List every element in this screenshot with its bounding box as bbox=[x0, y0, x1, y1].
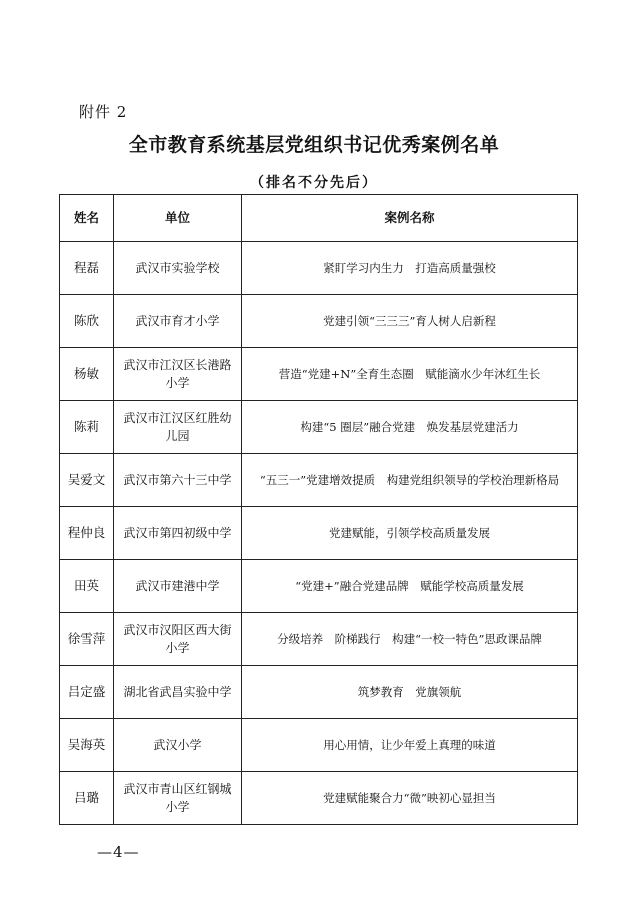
table-row bbox=[60, 560, 578, 613]
unit-cell: 武汉市江汉区长港路小学 bbox=[114, 348, 242, 401]
case-cell: 分级培养 阶梯践行 构建“一校一特色”思政课品牌 bbox=[242, 613, 578, 666]
page-number: —4— bbox=[97, 843, 140, 861]
column-header-unit: 单位 bbox=[114, 195, 242, 242]
table-row bbox=[60, 772, 578, 825]
unit-cell: 武汉市汉阳区西大街小学 bbox=[114, 613, 242, 666]
column-header-case: 案例名称 bbox=[242, 195, 578, 242]
unit-cell: 武汉市建港中学 bbox=[114, 560, 242, 613]
case-cell: 营造“党建+N”全育生态圈 赋能滴水少年沐红生长 bbox=[242, 348, 578, 401]
unit-cell: 武汉市第六十三中学 bbox=[114, 454, 242, 507]
table-row bbox=[60, 719, 578, 772]
case-cell: 用心用情，让少年爱上真理的味道 bbox=[242, 719, 578, 772]
name-cell: 陈欣 bbox=[60, 295, 114, 348]
unit-cell: 武汉市江汉区红胜幼儿园 bbox=[114, 401, 242, 454]
name-cell: 徐雪萍 bbox=[60, 613, 114, 666]
unit-cell: 武汉小学 bbox=[114, 719, 242, 772]
unit-cell: 武汉市青山区红钢城小学 bbox=[114, 772, 242, 825]
table-header-row bbox=[60, 195, 578, 242]
case-cell: “五三一”党建增效提质 构建党组织领导的学校治理新格局 bbox=[242, 454, 578, 507]
document-title: 全市教育系统基层党组织书记优秀案例名单 bbox=[128, 134, 500, 156]
name-cell: 吴海英 bbox=[60, 719, 114, 772]
column-header-name: 姓名 bbox=[60, 195, 114, 242]
name-cell: 吴爱文 bbox=[60, 454, 114, 507]
name-cell: 杨敏 bbox=[60, 348, 114, 401]
case-cell: 构建“5 圈层”融合党建 焕发基层党建活力 bbox=[242, 401, 578, 454]
name-cell: 吕定盛 bbox=[60, 666, 114, 719]
name-cell: 陈莉 bbox=[60, 401, 114, 454]
case-cell: 紧盯学习内生力 打造高质量强校 bbox=[242, 242, 578, 295]
case-cell: “党建+”融合党建品牌 赋能学校高质量发展 bbox=[242, 560, 578, 613]
case-cell: 筑梦教育 党旗领航 bbox=[242, 666, 578, 719]
name-cell: 吕璐 bbox=[60, 772, 114, 825]
table-row bbox=[60, 242, 578, 295]
unit-cell: 武汉市育才小学 bbox=[114, 295, 242, 348]
case-cell: 党建赋能聚合力“微”映初心显担当 bbox=[242, 772, 578, 825]
table-row bbox=[60, 454, 578, 507]
unit-cell: 武汉市第四初级中学 bbox=[114, 507, 242, 560]
document-subtitle: （排名不分先后） bbox=[250, 175, 378, 191]
unit-cell: 武汉市实验学校 bbox=[114, 242, 242, 295]
name-cell: 田英 bbox=[60, 560, 114, 613]
name-cell: 程磊 bbox=[60, 242, 114, 295]
case-list-table bbox=[59, 194, 578, 825]
case-cell: 党建赋能，引领学校高质量发展 bbox=[242, 507, 578, 560]
case-cell: 党建引领“三三三”育人树人启新程 bbox=[242, 295, 578, 348]
table-row bbox=[60, 666, 578, 719]
table-row bbox=[60, 401, 578, 454]
attachment-label: 附件 2 bbox=[79, 103, 128, 121]
table-row bbox=[60, 507, 578, 560]
table-row bbox=[60, 348, 578, 401]
unit-cell: 湖北省武昌实验中学 bbox=[114, 666, 242, 719]
name-cell: 程仲良 bbox=[60, 507, 114, 560]
table-row bbox=[60, 613, 578, 666]
table-row bbox=[60, 295, 578, 348]
